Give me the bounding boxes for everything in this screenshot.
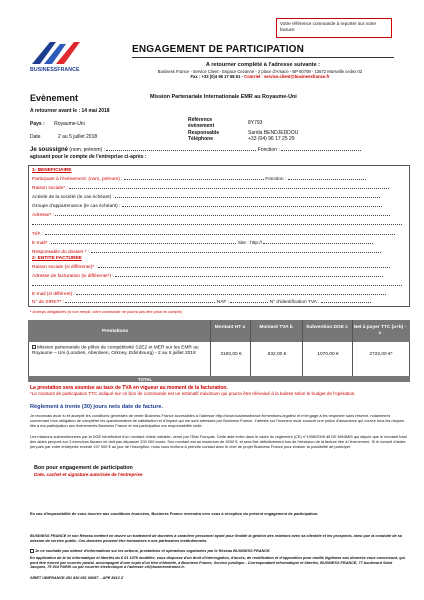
fax-number: Fax : +33 (0)4 96 17 68 61 - xyxy=(190,74,243,80)
phone-field[interactable] xyxy=(45,231,395,235)
cnil-notice: En application de la loi Informatique et libertés du 6 01 1978 modifiée, vous disposez d'un droit d'interrogation, d'accès, de rectification et d'opposition pour motifs légitimes aux données vous concernant, qui peut être exercé par courrier postal, accompagné d'une copie d'un titre d'identité, à Business France, Service juridique - Correspondant informatique et libertés, BUSINESS FRANCE, 77 boulevard Saint Jacques, 75 014 PARIS ou par courrier électronique à l'adresse cil@businessfrance.fr. xyxy=(30,556,405,570)
ref-label: Référence évènement xyxy=(188,117,215,129)
page-title: ENGAGEMENT DE PARTICIPATION xyxy=(132,44,305,55)
email-field[interactable] xyxy=(51,240,236,244)
estimate-note: *Le montant de participation TTC indiqué sur ce bon de commande est un estimatif maximum qui pourra être réévalué à la baisse selon le budget de l'opération. xyxy=(30,391,356,396)
total-label: TOTAL xyxy=(137,376,153,382)
signatory-label: Je soussigné xyxy=(30,147,69,153)
return-address xyxy=(110,69,410,79)
tel-label: Téléphone xyxy=(188,136,214,142)
date-row xyxy=(30,134,97,140)
signatory-function-field[interactable] xyxy=(281,147,361,151)
siret-field[interactable] xyxy=(65,299,215,303)
date-value: 2 au 5 juillet 2018 xyxy=(57,134,98,140)
billing-name-row xyxy=(32,264,390,271)
terms-acceptance: Je reconnais avoir lu et accepté les conditions générales de vente Business France accessibles à l'adresse http://www.businessfrance.fr/mentions-legales/ et m'engage à les respecter sans réserve, notamment concernant mon obligation de compléter les questionnaires de satisfaction et d'impact qui me sont adressés par Business France. J'atteste sur l'honneur avoir souscrit une police d'assurance qui couvre tous les risques liés à ma participation aux événements Business France et ma participation ma responsabilité civile. xyxy=(30,413,405,428)
resp-label: Responsable xyxy=(188,130,220,136)
email-link[interactable]: Courriel : service.client@businessfrance.fr xyxy=(244,74,330,80)
col-divider xyxy=(250,320,251,382)
billing-address-field[interactable] xyxy=(115,273,383,277)
vat-note: La prestation sera soumise au taux de TVA en vigueur au moment de la facturation. xyxy=(30,385,228,391)
vat-label: N° d'identification TVA : xyxy=(269,300,320,305)
return-deadline: A retourner avant le : 14 mai 2018 xyxy=(30,108,110,114)
address-field-2[interactable] xyxy=(32,221,402,225)
prestation-description: Mission partenariale de pôles de compétitivité S2E2 et MER sur les EMR au Royaume – Uni (Londres, Aberdeen, Orkney, Edimbourg) - 2 au 5 juillet 2018 xyxy=(32,345,199,357)
naf-label: NAF : xyxy=(216,300,229,305)
address-row-2 xyxy=(32,221,402,228)
address-field[interactable] xyxy=(55,212,390,216)
event-heading: Evènement xyxy=(30,93,79,103)
participant-label: Participant à l'évènement: (nom, prénom) : xyxy=(32,177,123,182)
de-minimis-note: Les missions subventionnées par la DGE bénéficient d'un montant d'aide variable, versé par l'Etat Français. Cette aide entre dans le cadre du règlement (CE) n°1998/2006 dit DE MINIMIS qui stipule que le montant total des aides perçues sur 3 exercices fiscaux ne doit pas dépasser 200 000 euros. Son montant est au maximum de 3000 €, et sera fixé définitivement lors de l'émission de la facture liée à l'évènement. Si le conseil d'aides perçues par votre entreprise excède 197 000 € au jour de l'inscription, nous vous invitons à prendre contact avec le chef de projet Business France pour évaluer la possibilité de participer. xyxy=(30,434,407,449)
participant-row xyxy=(32,176,366,183)
email-row xyxy=(32,240,373,247)
acting-for: agissant pour le compte de l'entreprise ci-après : xyxy=(30,154,147,160)
address-line: Business France - Service Client - Espace Cezanne - 2 place d'Arsace - BP 60708 - 13572 Marseille cedex 02 xyxy=(157,69,363,74)
billing-address-row-2 xyxy=(32,282,402,289)
website-field[interactable] xyxy=(263,240,373,244)
col-prestations: Prestations xyxy=(101,329,129,334)
billing-email-field[interactable] xyxy=(76,291,386,295)
title-divider xyxy=(132,57,394,58)
cell-montant-tva: 632,00 € xyxy=(267,352,287,357)
cell-net-a-payer: 2722,00 €* xyxy=(369,352,393,357)
col-net-a-payer: Net à payer TTC (a+b) - c xyxy=(353,325,407,336)
pricing-table-footer xyxy=(28,376,410,382)
country-label: Pays : xyxy=(30,121,45,127)
participant-function-field[interactable] xyxy=(288,176,366,180)
website-label: Site : http:// xyxy=(237,241,263,246)
company-name-label: Raison sociale* : xyxy=(32,186,68,191)
siret-row xyxy=(32,299,371,306)
siret-footer: SIRET UBIFRANCE 451 930 051 00057 – APE 8413 Z xyxy=(30,576,124,580)
signatory-function-label: Fonction : xyxy=(257,147,280,153)
payment-terms: Règlement à trente (30) jours nets date de facture. xyxy=(30,404,164,410)
naf-field[interactable] xyxy=(230,299,268,303)
table-row xyxy=(32,345,208,357)
country-row xyxy=(30,121,85,127)
participant-function-label: Fonction : xyxy=(265,177,287,182)
group-label: Groupe d'appartenance (le cas échéant) : xyxy=(32,204,121,209)
signatory-name-field[interactable] xyxy=(106,147,256,151)
billing-name-field[interactable] xyxy=(98,264,390,268)
col-divider xyxy=(210,320,211,382)
siret-label: N° de SIRET* : xyxy=(32,300,65,305)
event-title: Mission Partenariale Internationale EMR au Royaume-Uni xyxy=(150,94,297,100)
col-montant-tva: Montant TVA b xyxy=(259,325,293,330)
logo-wordmark: BUSINESSFRANCE xyxy=(30,67,80,73)
business-france-logo xyxy=(30,40,86,73)
file-manager-field[interactable] xyxy=(91,249,381,253)
col-divider xyxy=(352,320,353,382)
billing-email-row xyxy=(32,291,386,298)
billing-address-field-2[interactable] xyxy=(32,282,402,286)
address-row xyxy=(32,212,390,219)
col-subvention: Subvention DGE c xyxy=(306,325,348,330)
file-manager-row xyxy=(32,249,381,256)
section-beneficiary: 1- BENEFICIAIRE xyxy=(32,168,72,173)
billing-name-label: Raison sociale (si différente)* : xyxy=(32,265,97,270)
tel-value: +33 (04) 96 17 25 29 xyxy=(248,136,295,142)
section-billed-entity: 2- ENTITE FACTUREE xyxy=(32,256,82,261)
address-label: Adresse* : xyxy=(32,213,55,218)
signatory-fields: (nom, prénom) : xyxy=(69,147,105,153)
company-name-row xyxy=(32,185,389,192)
billing-address-label: Adresse de facturation (si différente*) : xyxy=(32,274,114,279)
order-reference-box: Votre référence commande à reporter sur notre facture: xyxy=(276,18,392,38)
optout-row xyxy=(30,549,408,554)
file-manager-label: Responsable du dossier * : xyxy=(32,250,90,255)
commitment-label: Bon pour engagement de participation xyxy=(34,465,133,471)
prestation-checkbox[interactable] xyxy=(32,345,36,349)
group-field[interactable] xyxy=(122,203,382,207)
optout-checkbox[interactable] xyxy=(30,549,34,553)
col-divider xyxy=(302,320,303,382)
participant-field[interactable] xyxy=(124,176,264,180)
company-name-field[interactable] xyxy=(69,185,389,189)
billing-address-row xyxy=(32,273,383,280)
activity-row xyxy=(32,194,380,201)
date-label: Date xyxy=(30,134,41,140)
business-france-logo-icon xyxy=(30,40,82,66)
contact-line xyxy=(110,74,410,79)
group-row xyxy=(32,203,382,210)
ref-value: 8Y793 xyxy=(248,120,263,126)
return-instruction: A retourner complété à l'adresse suivante : xyxy=(205,62,321,68)
resp-value: Sarida BENDJEDDOU xyxy=(248,130,299,136)
email-label: E-mail* : xyxy=(32,241,51,246)
billing-email-label: E-mail (si différent) : xyxy=(32,292,75,297)
optout-label: Je ne souhaite pas obtenir d'informations sur les actions, prestations et opérations organisées par le Réseau BUSINESS FRANCE. xyxy=(35,549,271,553)
phone-row xyxy=(32,231,395,238)
phone-label: Tél* : xyxy=(32,232,44,237)
cell-subvention: 1070,00 € xyxy=(317,352,339,357)
col-montant-ht: Montant HT a xyxy=(214,325,246,330)
mandatory-note: * champs obligatoires (si non rempli, votre commande ne pourra pas être prise en compte) xyxy=(30,310,182,314)
activity-field[interactable] xyxy=(115,194,380,198)
signature-instruction: Date, cachet et signature autorisée de l'entreprise xyxy=(34,472,143,477)
activity-label: Activité de la société (le cas échéant) : xyxy=(32,195,114,200)
privacy-notice: BUSINESS FRANCE et son Réseau mettent en œuvre un traitement de données à caractère personnel ayant pour finalité la gestion des relations avec sa clientèle et les prospects, ainsi que la conduite de sa mission de service public. Ces données peuvent être transmises à nos partenaires institutionnels. xyxy=(30,534,402,543)
vat-field[interactable] xyxy=(321,299,371,303)
country-value: Royaume-Uni xyxy=(54,121,85,127)
cell-montant-ht: 3160,00 € xyxy=(220,352,242,357)
impossibility-note: En cas d'impossibilité de vous inscrire aux conditions énoncées, Business France reviendra vers vous à réception du présent engagement de participation. xyxy=(30,511,319,516)
